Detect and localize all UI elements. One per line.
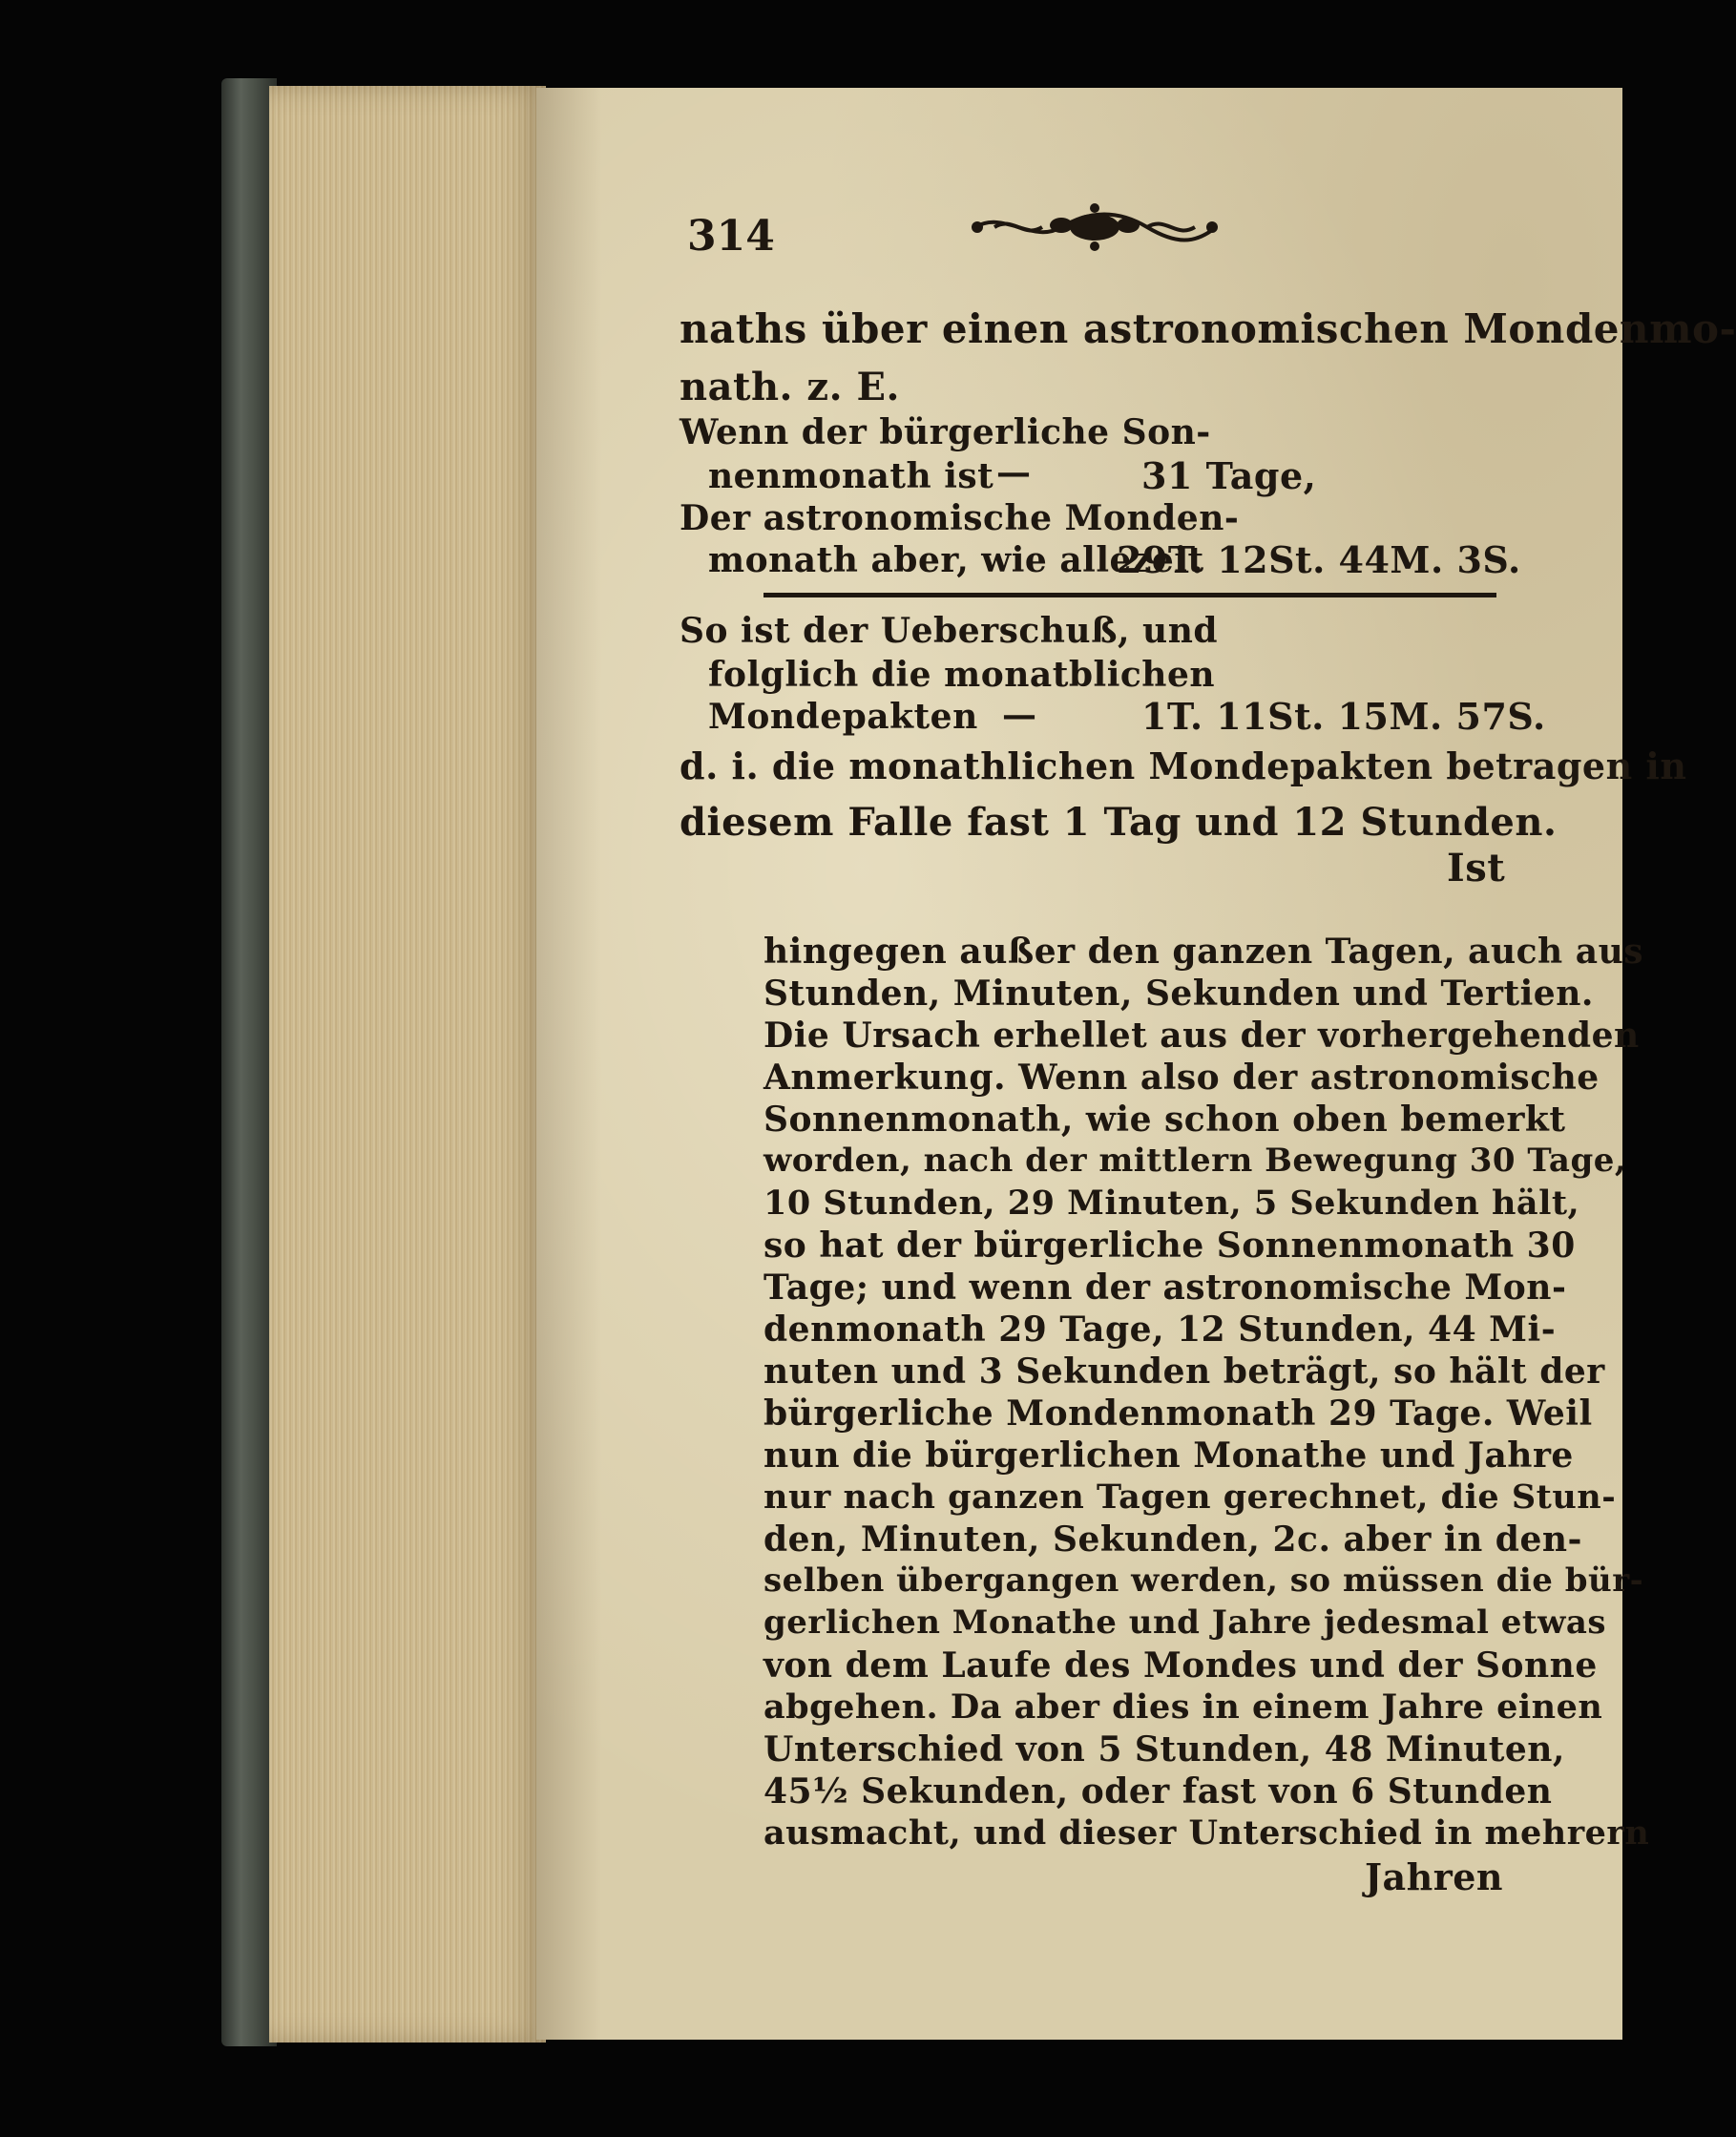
text-line: Sonnenmonath, wie schon oben bemerkt <box>763 1100 1566 1140</box>
text-line: worden, nach der mittlern Bewegung 30 Tage, <box>763 1142 1627 1180</box>
text-line: — <box>996 452 1032 492</box>
text-line: diesem Falle fast 1 Tag und 12 Stunden. <box>680 800 1558 845</box>
text-line: abgehen. Da aber dies in einem Jahre einen <box>763 1687 1603 1727</box>
text-line: Anmerkung. Wenn also der astronomische <box>763 1058 1600 1098</box>
text-line: ausmacht, und dieser Unterschied in mehrern <box>763 1813 1650 1853</box>
text-line: d. i. die monathlichen Mondepakten betragen in <box>680 744 1687 787</box>
sum-rule <box>763 593 1496 597</box>
text-line: nur nach ganzen Tagen gerechnet, die Stun- <box>763 1477 1617 1517</box>
text-line: Jahren <box>1365 1855 1504 1898</box>
text-line: 45½ Sekunden, oder fast von 6 Stunden <box>763 1771 1553 1812</box>
text-line: nun die bürgerlichen Monathe und Jahre <box>763 1435 1574 1476</box>
floral-ornament-icon <box>966 200 1224 254</box>
text-line: 29T. 12St. 44M. 3S. <box>1117 538 1521 581</box>
text-line: Wenn der bürgerliche Son- <box>680 412 1211 452</box>
text-line: 1T. 11St. 15M. 57S. <box>1141 695 1546 738</box>
text-line: 31 Tage, <box>1141 454 1317 497</box>
text-line: Mondepakten <box>708 697 978 737</box>
text-line: Die Ursach erhellet aus der vorhergehenden <box>763 1016 1640 1056</box>
text-line: naths über einen astronomischen Mondenmo- <box>680 305 1736 352</box>
text-line: Stunden, Minuten, Sekunden und Tertien. <box>763 974 1594 1014</box>
text-line: Der astronomische Monden- <box>680 498 1240 538</box>
text-line: So ist der Ueberschuß, und <box>680 611 1219 651</box>
text-line: hingegen außer den ganzen Tagen, auch aus <box>763 932 1644 972</box>
text-line: monath aber, wie allezeit <box>708 540 1204 580</box>
text-line: 10 Stunden, 29 Minuten, 5 Sekunden hält, <box>763 1184 1580 1223</box>
text-line: selben übergangen werden, so müssen die bür- <box>763 1561 1644 1600</box>
text-line: von dem Laufe des Mondes und der Sonne <box>763 1645 1598 1686</box>
text-line: denmonath 29 Tage, 12 Stunden, 44 Mi- <box>763 1309 1557 1350</box>
text-line: Unterschied von 5 Stunden, 48 Minuten, <box>763 1729 1565 1770</box>
text-line: Ist <box>1447 846 1506 890</box>
page-number: 314 <box>687 212 775 261</box>
text-line: nuten und 3 Sekunden beträgt, so hält der <box>763 1351 1605 1392</box>
text-line: Tage; und wenn der astronomische Mon- <box>763 1268 1567 1308</box>
text-line: gerlichen Monathe und Jahre jedesmal etwas <box>763 1603 1607 1642</box>
text-line: nenmonath ist <box>708 456 994 496</box>
text-line: bürgerliche Mondenmonath 29 Tage. Weil <box>763 1393 1593 1434</box>
text-line: den, Minuten, Sekunden, 2c. aber in den- <box>763 1519 1582 1560</box>
text-line: — <box>1002 695 1037 735</box>
text-line: so hat der bürgerliche Sonnenmonath 30 <box>763 1226 1576 1266</box>
text-line: nath. z. E. <box>680 365 900 409</box>
text-line: folglich die monatblichen <box>708 655 1216 695</box>
page-stack <box>269 86 546 2043</box>
